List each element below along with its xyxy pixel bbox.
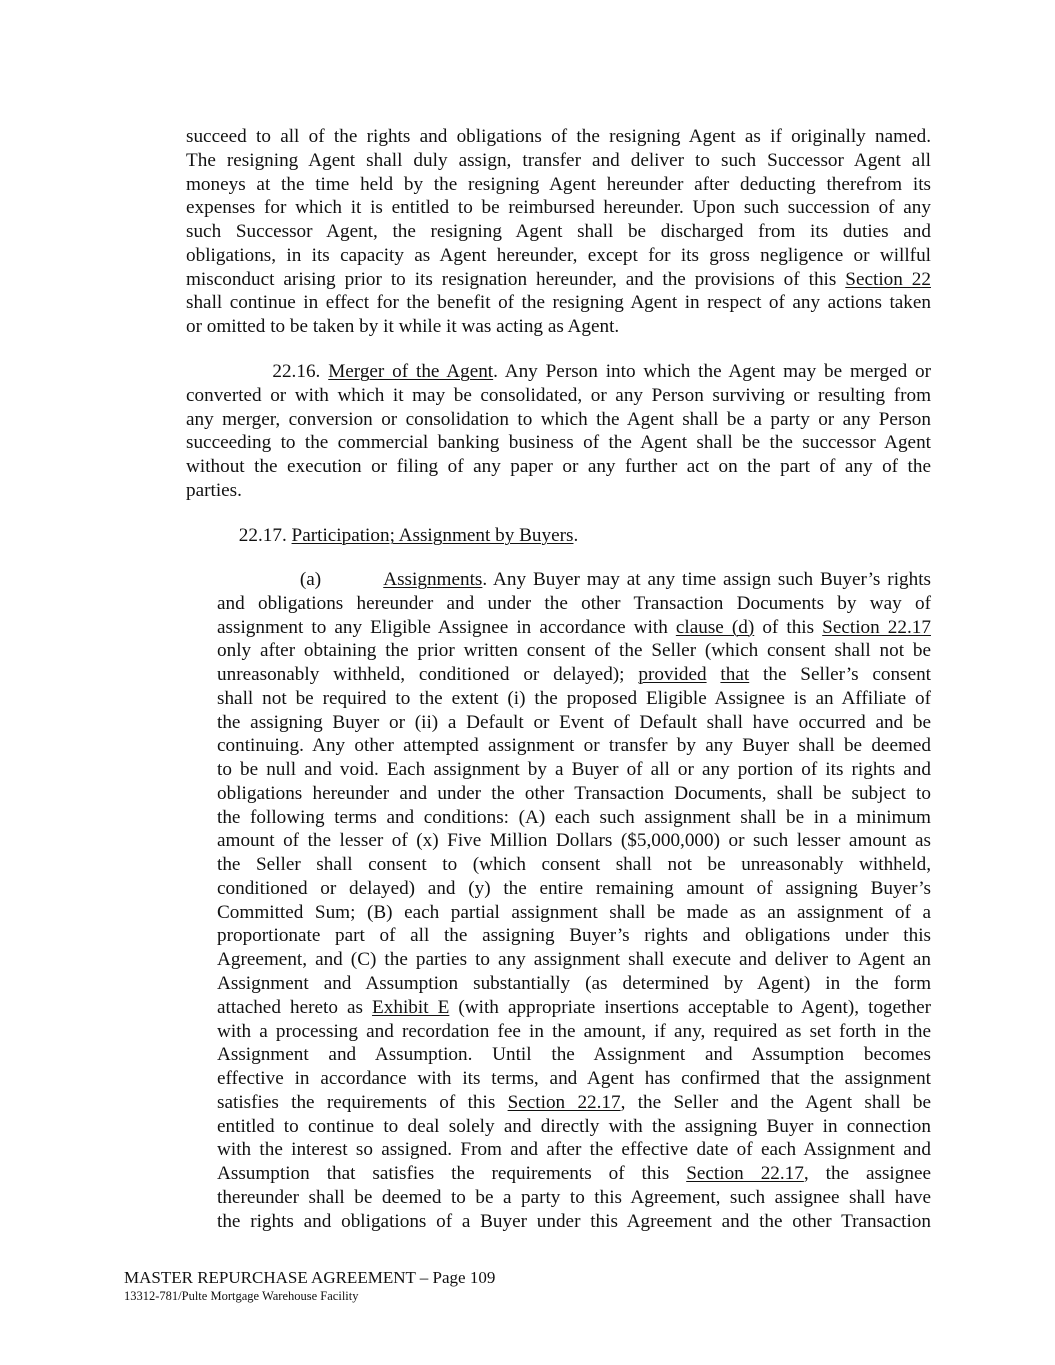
text-segment: conditioned or delayed) and (y) the entire remaining amount of assigning Buyer’s bbox=[217, 877, 931, 899]
text-line bbox=[186, 173, 931, 197]
cross-reference: that bbox=[720, 664, 750, 686]
text-segment: Agreement, and (C) the parties to any assignment shall execute and deliver to Agent an bbox=[217, 949, 931, 971]
text-segment: or omitted to be taken by it while it was acting as Agent. bbox=[186, 316, 620, 338]
text-segment: only after obtaining the prior written consent of the Seller (which consent shall not be bbox=[217, 640, 931, 662]
text-segment: Assignment and Assumption substantially (as determined by Agent) in the form bbox=[217, 973, 931, 995]
text-segment: converted or with which it may be consolidated, or any Person surviving or resulting from bbox=[186, 384, 931, 406]
text-segment: (a) bbox=[217, 569, 384, 590]
text-line bbox=[217, 1091, 931, 1115]
text-line bbox=[217, 972, 931, 996]
text-line bbox=[217, 758, 931, 782]
text-segment: shall continue in effect for the benefit of the resigning Agent in respect of any actions taken bbox=[186, 292, 931, 314]
text-segment: Committed Sum; (B) each partial assignment shall be made as an assignment of a bbox=[217, 901, 931, 923]
text-segment: the Seller’s consent bbox=[749, 664, 932, 686]
paragraph-a-assignments bbox=[217, 568, 931, 1233]
text-line bbox=[186, 431, 931, 455]
text-segment: the Seller shall consent to (which consent shall not be unreasonably withheld, bbox=[217, 854, 931, 876]
text-line bbox=[186, 524, 931, 548]
text-segment: , the assignee bbox=[803, 1163, 931, 1185]
text-segment: continuing. Any other attempted assignment or transfer by any Buyer shall be deemed bbox=[217, 735, 931, 757]
text-segment: to be null and void. Each assignment by a Buyer of all or any portion of its rights and bbox=[217, 759, 931, 781]
text-segment: The resigning Agent shall duly assign, transfer and deliver to such Successor Agent all bbox=[186, 149, 931, 171]
text-line bbox=[217, 663, 931, 687]
section-heading-22-17 bbox=[186, 524, 931, 548]
text-line bbox=[217, 592, 931, 616]
text-segment: the rights and obligations of a Buyer under this Agreement and the other Transaction bbox=[217, 1210, 931, 1232]
text-segment: attached hereto as bbox=[217, 996, 373, 1018]
text-line bbox=[217, 1162, 931, 1186]
text-segment: 22.16. bbox=[186, 361, 329, 382]
cross-reference: Section 22 bbox=[845, 268, 931, 290]
text-segment: the following terms and conditions: (A) each such assignment shall be in a minimum bbox=[217, 806, 931, 828]
paragraph-successor-agent bbox=[186, 125, 931, 339]
text-line bbox=[217, 1067, 931, 1091]
text-line bbox=[217, 1043, 931, 1067]
text-segment: shall not be required to the extent (i) the proposed Eligible Assignee is an Affiliate of bbox=[217, 687, 931, 709]
text-line bbox=[186, 384, 931, 408]
text-line bbox=[186, 125, 931, 149]
footer-reference: 13312-781/Pulte Mortgage Warehouse Facility bbox=[124, 1289, 359, 1303]
footer-title: MASTER REPURCHASE AGREEMENT – Page 109 bbox=[124, 1268, 496, 1287]
text-line bbox=[186, 291, 931, 315]
text-segment: any merger, conversion or consolidation to which the Agent shall be a party or any Person bbox=[186, 408, 931, 430]
text-line bbox=[217, 782, 931, 806]
text-segment: with a processing and recordation fee in the amount, if any, required as set forth in the bbox=[217, 1020, 931, 1042]
text-segment: unreasonably withheld, conditioned or delayed); bbox=[217, 664, 639, 686]
text-line bbox=[217, 1210, 931, 1234]
text-line bbox=[186, 149, 931, 173]
text-line bbox=[217, 948, 931, 972]
text-segment bbox=[707, 664, 721, 685]
text-segment: moneys at the time held by the resigning Agent hereunder after deducting therefrom its bbox=[186, 173, 931, 195]
cross-reference: Section 22.17 bbox=[686, 1163, 804, 1185]
text-line bbox=[186, 479, 931, 503]
text-line bbox=[217, 734, 931, 758]
text-line bbox=[217, 711, 931, 735]
text-segment: thereunder shall be deemed to be a party to this Agreement, such assignee shall have bbox=[217, 1186, 931, 1208]
text-line bbox=[186, 360, 931, 384]
text-line bbox=[186, 268, 931, 292]
text-segment: parties. bbox=[186, 479, 242, 501]
text-segment: entitled to continue to deal solely and directly with the assigning Buyer in connection bbox=[217, 1115, 931, 1137]
text-line bbox=[217, 639, 931, 663]
text-line bbox=[217, 901, 931, 925]
text-line bbox=[217, 806, 931, 830]
text-segment: . Any Buyer may at any time assign such Buyer’s rights bbox=[482, 569, 932, 590]
text-line bbox=[217, 1020, 931, 1044]
text-line bbox=[186, 220, 931, 244]
cross-reference: provided bbox=[638, 664, 707, 686]
paragraph-22-16-merger-of-agent bbox=[186, 360, 931, 503]
text-segment: . Any Person into which the Agent may be merged or bbox=[493, 361, 932, 382]
cross-reference: Section 22.17 bbox=[507, 1091, 621, 1113]
text-line bbox=[217, 687, 931, 711]
cross-reference: clause (d) bbox=[675, 616, 755, 638]
text-line bbox=[217, 829, 931, 853]
text-segment: effective in accordance with its terms, and Agent has confirmed that the assignment bbox=[217, 1068, 931, 1090]
text-line bbox=[217, 877, 931, 901]
text-segment: expenses for which it is entitled to be reimbursed hereunder. Upon such succession of any bbox=[186, 197, 931, 219]
text-line bbox=[217, 924, 931, 948]
text-segment: (with appropriate insertions acceptable to Agent), together bbox=[449, 996, 931, 1018]
text-segment: . bbox=[573, 525, 579, 546]
text-segment: , the Seller and the Agent shall be bbox=[620, 1091, 931, 1113]
text-line bbox=[217, 616, 931, 640]
text-segment: and obligations hereunder and under the other Transaction Documents by way of bbox=[217, 592, 931, 614]
text-segment: obligations hereunder and under the other Transaction Documents, shall be subject to bbox=[217, 782, 931, 804]
text-segment: Assignment and Assumption. Until the Assignment and Assumption becomes bbox=[217, 1044, 931, 1066]
cross-reference: Assignments bbox=[383, 569, 483, 590]
cross-reference: Exhibit E bbox=[372, 996, 450, 1018]
text-line bbox=[186, 408, 931, 432]
text-line bbox=[217, 996, 931, 1020]
text-line bbox=[186, 455, 931, 479]
cross-reference: Section 22.17 bbox=[822, 616, 931, 638]
text-segment: such Successor Agent, the resigning Agent shall be discharged from its duties and bbox=[186, 221, 931, 243]
text-segment: Assumption that satisfies the requirements of this bbox=[217, 1163, 687, 1185]
cross-reference: Participation; Assignment by Buyers bbox=[291, 525, 574, 546]
text-line bbox=[217, 853, 931, 877]
text-segment: 22.17. bbox=[186, 525, 292, 546]
text-segment: amount of the lesser of (x) Five Million Dollars ($5,000,000) or such lesser amount as bbox=[217, 830, 931, 852]
text-segment: proportionate part of all the assigning Buyer’s rights and obligations under this bbox=[217, 925, 931, 947]
text-segment: the assigning Buyer or (ii) a Default or Event of Default shall have occurred and be bbox=[217, 711, 931, 733]
text-line bbox=[186, 315, 931, 339]
text-segment: succeeding to the commercial banking business of the Agent shall be the successor Agent bbox=[186, 432, 931, 454]
text-line bbox=[186, 244, 931, 268]
text-line bbox=[217, 1186, 931, 1210]
text-segment: misconduct arising prior to its resignation hereunder, and the provisions of this bbox=[186, 268, 846, 290]
text-segment: of this bbox=[754, 616, 823, 638]
text-segment: obligations, in its capacity as Agent hereunder, except for its gross negligence or willful bbox=[186, 244, 931, 266]
text-line bbox=[217, 1115, 931, 1139]
text-segment: with the interest so assigned. From and after the effective date of each Assignment and bbox=[217, 1139, 931, 1161]
text-segment: succeed to all of the rights and obligations of the resigning Agent as if originally named. bbox=[186, 126, 931, 147]
cross-reference: Merger of the Agent bbox=[328, 361, 494, 382]
text-line bbox=[186, 196, 931, 220]
text-segment: satisfies the requirements of this bbox=[217, 1091, 508, 1113]
text-segment: without the execution or filing of any paper or any further act on the part of any of the bbox=[186, 456, 931, 478]
text-line bbox=[217, 568, 931, 592]
text-segment: assignment to any Eligible Assignee in accordance with bbox=[217, 616, 676, 638]
text-line bbox=[217, 1138, 931, 1162]
